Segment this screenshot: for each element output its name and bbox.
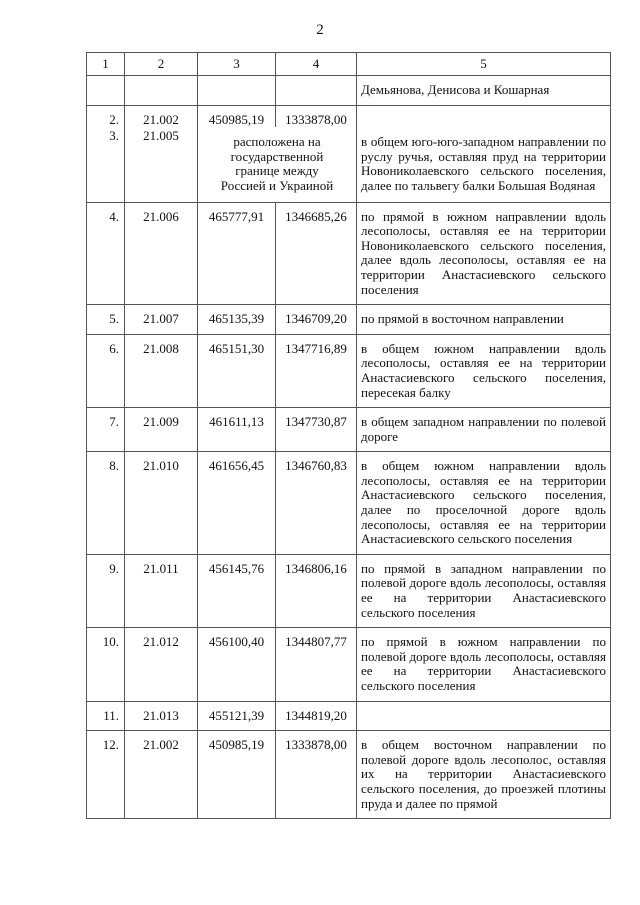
y-coordinate: 1347730,87	[276, 408, 357, 452]
row-number: 6.	[87, 334, 125, 407]
boundary-description: в общем восточном направлении по полевой дороге вдоль лесополос, оставляя их на территории Анастасиевского сельского поселения, до проезжей плотины пруда и далее по прямой	[357, 731, 611, 819]
boundary-table	[86, 52, 611, 819]
y-coordinate: 1346709,20	[276, 305, 357, 335]
table-row	[87, 408, 611, 452]
page-number: 2	[316, 22, 324, 38]
boundary-description: в общем южном направлении вдоль лесополосы, оставляя ее на территории Анастасиевского сельского поселения, пересекая балку	[357, 334, 611, 407]
point-code: 21.009	[125, 408, 198, 452]
y-coordinate: 1333878,00	[276, 731, 357, 819]
y-coordinate: 1344807,77	[276, 628, 357, 701]
x-coordinate: 461611,13	[198, 408, 276, 452]
row-number: 5.	[87, 305, 125, 335]
table-row	[87, 305, 611, 335]
boundary-description	[357, 105, 611, 127]
y-coordinate: 1346685,26	[276, 202, 357, 305]
x-coordinate: 456145,76	[198, 554, 276, 627]
point-code: 21.007	[125, 305, 198, 335]
boundary-description	[357, 701, 611, 731]
column-header: 5	[357, 53, 611, 76]
x-coordinate	[198, 76, 276, 106]
y-coordinate: 1344819,20	[276, 701, 357, 731]
table-row	[87, 127, 611, 202]
column-header: 3	[198, 53, 276, 76]
point-code: 21.002	[125, 731, 198, 819]
point-code: 21.005	[125, 127, 198, 202]
x-coordinate: 450985,19	[198, 105, 276, 127]
row-number: 3.	[87, 127, 125, 202]
row-number	[87, 76, 125, 106]
boundary-description: в общем южном направлении вдоль лесополосы, оставляя ее на территории Анастасиевского сельского поселения, далее по проселочной дороге вдоль лесополосы, оставляя ее на территории Анастасиевского сельского поселения	[357, 452, 611, 555]
table-row	[87, 105, 611, 127]
point-code: 21.002	[125, 105, 198, 127]
boundary-description: Демьянова, Денисова и Кошарная	[357, 76, 611, 106]
column-header: 2	[125, 53, 198, 76]
point-code: 21.008	[125, 334, 198, 407]
table-row	[87, 701, 611, 731]
point-code: 21.011	[125, 554, 198, 627]
table-row	[87, 76, 611, 106]
table-row	[87, 554, 611, 627]
table-row	[87, 628, 611, 701]
x-coordinate: 465151,30	[198, 334, 276, 407]
row-number: 4.	[87, 202, 125, 305]
row-number: 8.	[87, 452, 125, 555]
point-code	[125, 76, 198, 106]
y-coordinate: 1346760,83	[276, 452, 357, 555]
location-note: расположена на государственной границе между Россией и Украиной	[198, 127, 357, 202]
boundary-description: по прямой в западном направлении по полевой дороге вдоль лесополосы, оставляя ее на территории Анастасиевского сельского поселения	[357, 554, 611, 627]
column-header: 1	[87, 53, 125, 76]
table-header-row	[87, 53, 611, 76]
boundary-description: по прямой в восточном направлении	[357, 305, 611, 335]
column-header: 4	[276, 53, 357, 76]
x-coordinate: 456100,40	[198, 628, 276, 701]
point-code: 21.006	[125, 202, 198, 305]
row-number: 11.	[87, 701, 125, 731]
row-number: 12.	[87, 731, 125, 819]
table-row	[87, 452, 611, 555]
boundary-description: по прямой в южном направлении по полевой дороге вдоль лесополосы, оставляя ее на территории Анастасиевского сельского поселения	[357, 628, 611, 701]
row-number: 10.	[87, 628, 125, 701]
x-coordinate: 455121,39	[198, 701, 276, 731]
y-coordinate: 1346806,16	[276, 554, 357, 627]
boundary-description: в общем западном направлении по полевой дороге	[357, 408, 611, 452]
y-coordinate	[276, 76, 357, 106]
point-code: 21.012	[125, 628, 198, 701]
row-number: 9.	[87, 554, 125, 627]
x-coordinate: 450985,19	[198, 731, 276, 819]
x-coordinate: 461656,45	[198, 452, 276, 555]
x-coordinate: 465135,39	[198, 305, 276, 335]
row-number: 2.	[87, 105, 125, 127]
y-coordinate: 1347716,89	[276, 334, 357, 407]
table-row	[87, 202, 611, 305]
y-coordinate: 1333878,00	[276, 105, 357, 127]
table-row	[87, 731, 611, 819]
x-coordinate: 465777,91	[198, 202, 276, 305]
boundary-description: в общем юго-юго-западном направлении по руслу ручья, оставляя пруд на территории Новониколаевского сельского поселения, далее по тальвегу балки Большая Водяная	[357, 127, 611, 202]
point-code: 21.013	[125, 701, 198, 731]
boundary-description: по прямой в южном направлении вдоль лесополосы, оставляя ее на территории Новониколаевского сельского поселения, далее вдоль лесополосы, оставляя ее на территории Анастасиевского сельского поселения	[357, 202, 611, 305]
point-code: 21.010	[125, 452, 198, 555]
row-number: 7.	[87, 408, 125, 452]
table-row	[87, 334, 611, 407]
